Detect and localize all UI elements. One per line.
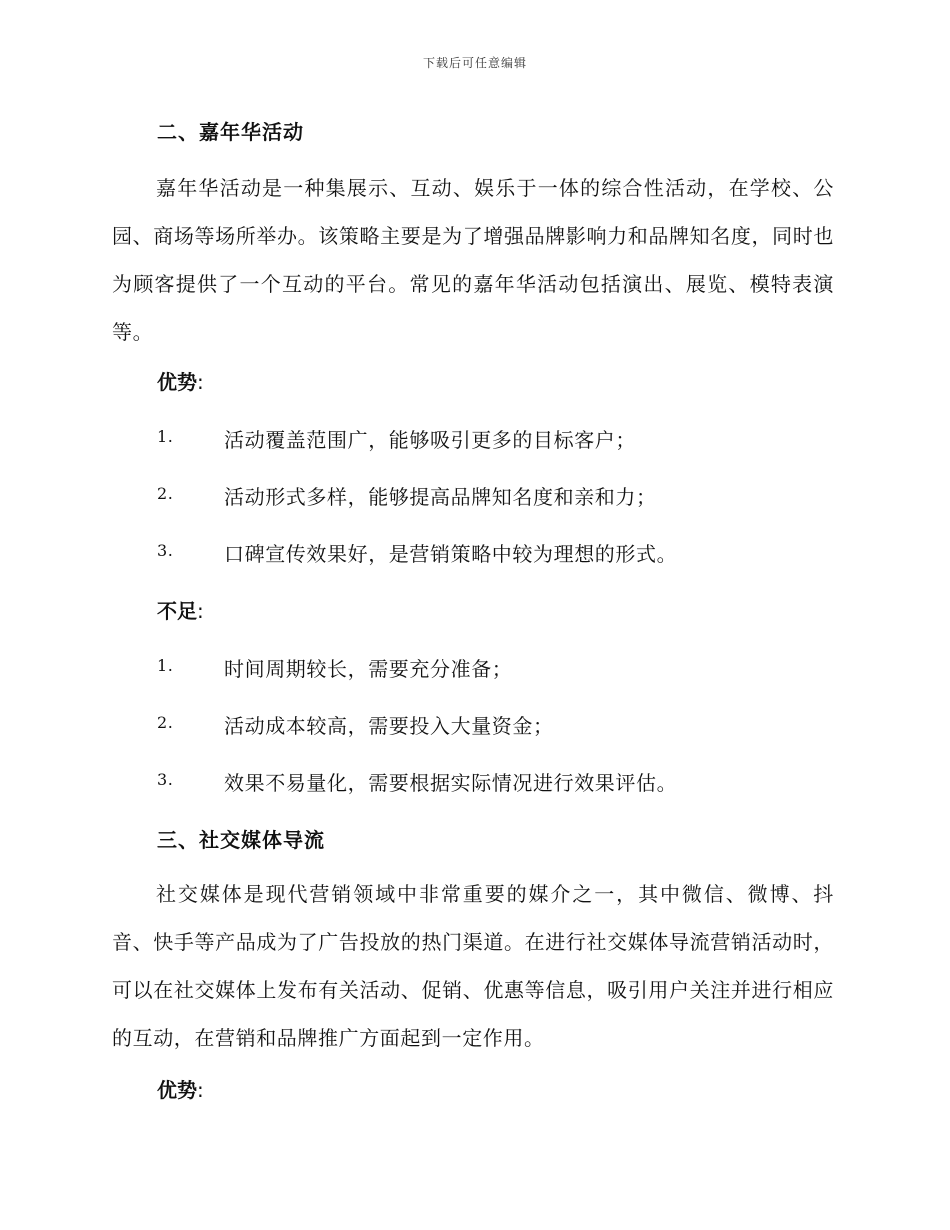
label-colon: :: [197, 370, 204, 394]
list-item-text: 口碑宣传效果好，是营销策略中较为理想的形式。: [224, 542, 678, 566]
advantages-label-text: 优势: [157, 370, 197, 394]
list-item-text: 活动覆盖范围广，能够吸引更多的目标客户；: [224, 428, 636, 452]
advantages-label: [157, 366, 204, 395]
list-item-number: 2.: [157, 713, 174, 732]
list-item-number: 2.: [157, 484, 174, 503]
list-item-text: 活动形式多样，能够提高品牌知名度和亲和力；: [224, 485, 657, 509]
section-heading-social-media: 三、社交媒体导流: [157, 828, 325, 852]
paragraph-carnival: 嘉年华活动是一种集展示、互动、娱乐于一体的综合性活动，在学校、公园、商场等场所举办。该策略主要是为了增强品牌影响力和品牌知名度，同时也为顾客提供了一个互动的平台。常见的嘉年华活动包括演出、展览、模特表演等。: [112, 176, 834, 344]
list-item-text: 效果不易量化，需要根据实际情况进行效果评估。: [224, 771, 678, 795]
list-item-number: 1.: [157, 656, 174, 675]
section-heading-carnival: 二、嘉年华活动: [157, 120, 304, 144]
disadvantages-label-text: 不足: [157, 599, 197, 623]
advantages-label: [157, 1074, 204, 1103]
label-colon: :: [197, 1078, 204, 1102]
list-item-text: 时间周期较长，需要充分准备；: [224, 657, 513, 681]
header-note: 下载后可任意编辑: [422, 56, 527, 70]
list-item-number: 3.: [157, 770, 174, 789]
disadvantages-label: [157, 595, 204, 624]
advantages-label-text: 优势: [157, 1078, 197, 1102]
list-item-text: 活动成本较高，需要投入大量资金；: [224, 714, 554, 738]
list-item-number: 3.: [157, 541, 174, 560]
label-colon: :: [197, 599, 204, 623]
list-item-number: 1.: [157, 427, 174, 446]
paragraph-social-media: 社交媒体是现代营销领域中非常重要的媒介之一，其中微信、微博、抖音、快手等产品成为了广告投放的热门渠道。在进行社交媒体导流营销活动时，可以在社交媒体上发布有关活动、促销、优惠等信息，吸引用户关注并进行相应的互动，在营销和品牌推广方面起到一定作用。: [112, 882, 834, 1050]
